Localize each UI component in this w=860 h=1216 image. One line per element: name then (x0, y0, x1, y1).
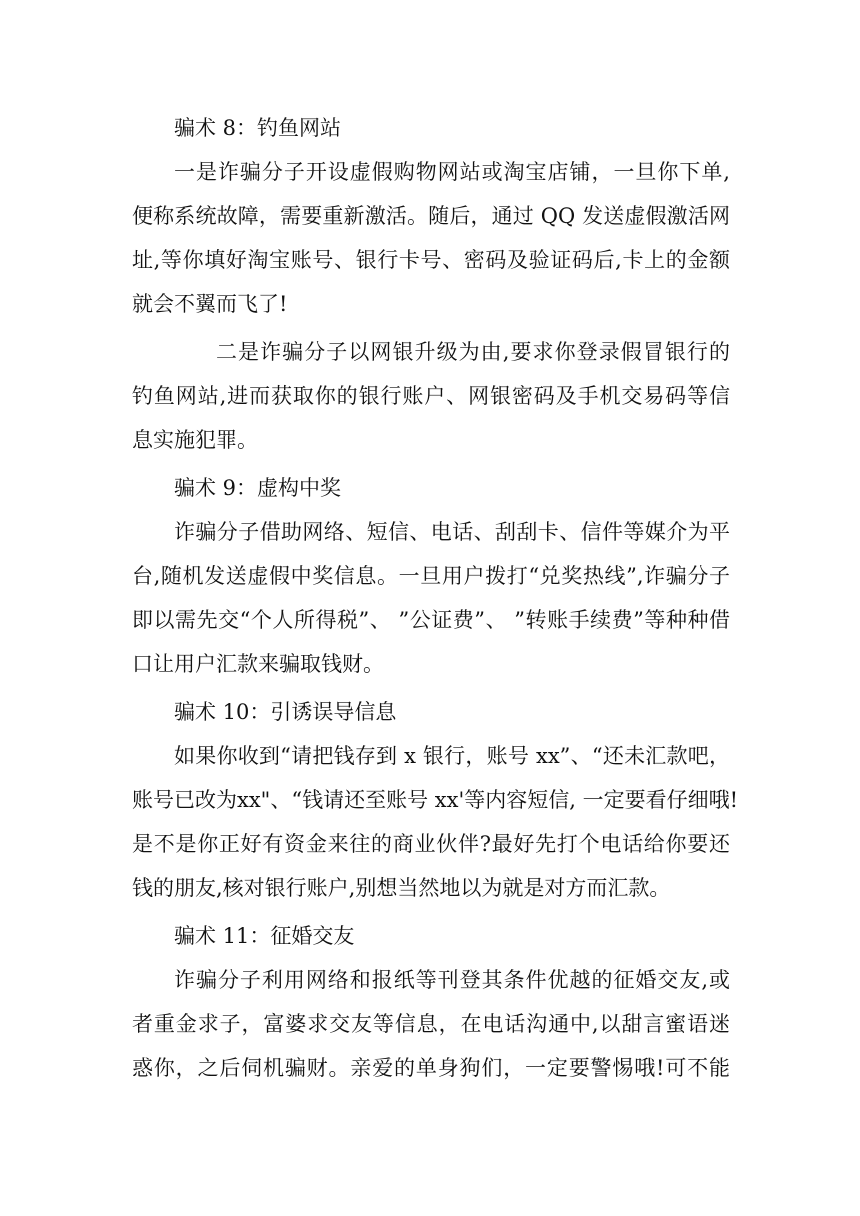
paragraph-line: 息实施犯罪。 (132, 428, 258, 452)
paragraph-line: 惑你，之后伺机骗财。亲爱的单身狗们，一定要警惕哦!可不能 (132, 1056, 730, 1080)
paragraph-line: 就会不翼而飞了! (132, 292, 288, 316)
paragraph-line: 诈骗分子借助网络、短信、电话、刮刮卡、信件等媒介为平 (174, 520, 730, 544)
section-heading: 骗术 9：虚构中奖 (174, 476, 342, 500)
section-heading: 骗术 10：引诱误导信息 (174, 700, 397, 724)
paragraph-line: 诈骗分子利用网络和报纸等刊登其条件优越的征婚交友,或 (174, 968, 730, 992)
paragraph-line: 一是诈骗分子开设虚假购物网站或淘宝店铺，一旦你下单, (174, 160, 730, 184)
section-heading: 骗术 8：钓鱼网站 (174, 116, 342, 140)
paragraph-line: 台,随机发送虚假中奖信息。一旦用户拨打“兑奖热线”,诈骗分子 (132, 564, 730, 588)
paragraph-line: 如果你收到“请把钱存到 x 银行，账号 xx”、“还未汇款吧， (174, 744, 730, 768)
paragraph-line: 账号已改为xx"、“钱请还至账号 xx'等内容短信, 一定要看仔细哦! (132, 788, 739, 812)
paragraph-line: 者重金求子，富婆求交友等信息，在电话沟通中,以甜言蜜语迷 (132, 1012, 730, 1036)
paragraph-line: 即以需先交“个人所得税”、 ”公证费”、 ”转账手续费”等种种借 (132, 608, 730, 632)
paragraph-line: 是不是你正好有资金来往的商业伙伴?最好先打个电话给你要还 (132, 832, 730, 856)
paragraph-line: 钓鱼网站,进而获取你的银行账户、网银密码及手机交易码等信 (132, 384, 730, 408)
paragraph-line: 钱的朋友,核对银行账户,别想当然地以为就是对方而汇款。 (132, 876, 671, 900)
section-heading: 骗术 11：征婚交友 (174, 924, 355, 948)
paragraph-line: 便称系统故障，需要重新激活。随后，通过 QQ 发送虚假激活网 (132, 204, 730, 228)
paragraph-line: 口让用户汇款来骗取钱财。 (132, 652, 384, 676)
paragraph-line: 二是诈骗分子以网银升级为由,要求你登录假冒银行的 (216, 340, 730, 364)
paragraph-line: 址,等你填好淘宝账号、银行卡号、密码及验证码后,卡上的金额 (132, 248, 730, 272)
